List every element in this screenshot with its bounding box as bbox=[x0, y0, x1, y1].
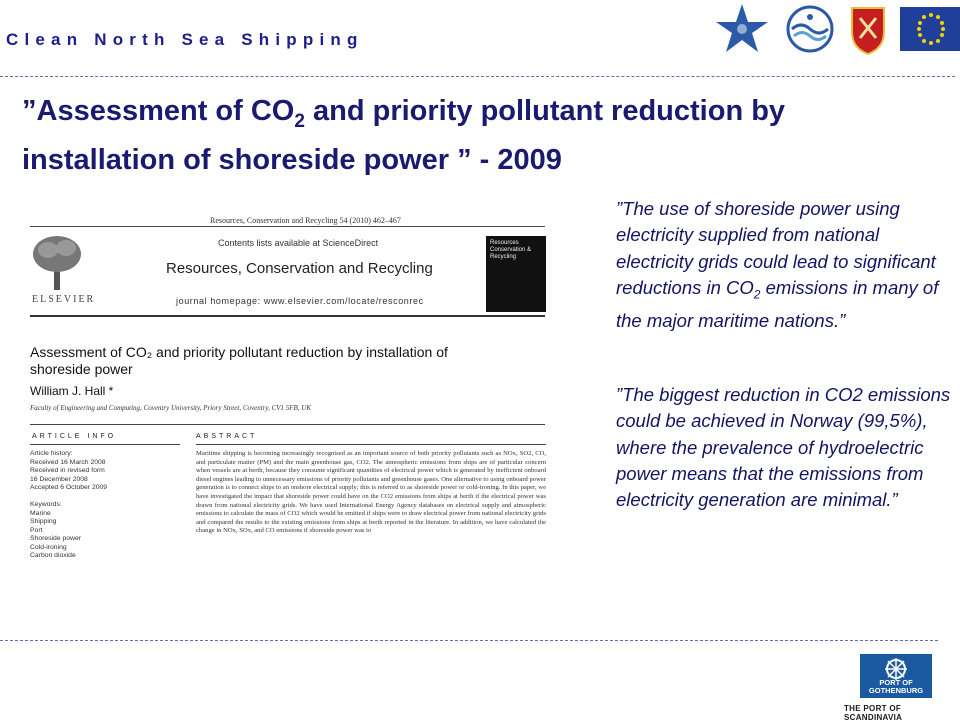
abstract-divider bbox=[196, 444, 546, 445]
coat-of-arms-logo bbox=[848, 2, 888, 56]
quote-norway: ”The biggest reduction in CO2 emissions could be achieved in Norway (99,5%), where the prevalence of hydroelectric power means that the emissions from electricity generation are minimal.” bbox=[616, 384, 951, 511]
header-divider bbox=[0, 76, 955, 77]
port-logo-text: PORT OF GOTHENBURG bbox=[868, 678, 924, 695]
publisher-name: ELSEVIER bbox=[32, 294, 96, 305]
eu-flag-logo bbox=[900, 7, 960, 51]
paper-divider bbox=[30, 424, 545, 425]
elsevier-tree-icon bbox=[30, 232, 86, 292]
title-subscript: 2 bbox=[294, 110, 305, 132]
partner-logos bbox=[712, 2, 960, 56]
title-part2: and priority pollutant reduction by installation of shoreside power bbox=[22, 95, 786, 176]
quote-shoreside-power: ”The use of shoreside power using electricity supplied from national electricity grids could lead to significant reductions in $CO_2$ emissions in many of the major maritime nations.” bbox=[616, 198, 939, 331]
contents-line: Contents lists available at ScienceDirect bbox=[218, 238, 379, 248]
footer-divider bbox=[0, 640, 938, 641]
paper-excerpt-image bbox=[28, 188, 558, 588]
title-part1: Assessment of CO bbox=[36, 95, 295, 127]
port-of-gothenburg-logo bbox=[860, 654, 932, 698]
journal-homepage: journal homepage: www.elsevier.com/locate/resconrec bbox=[176, 296, 424, 306]
paper-reference-line: Resources, Conservation and Recycling 54 (2010) 462–467 bbox=[210, 216, 401, 225]
paper-author: William J. Hall * bbox=[30, 384, 114, 398]
wave-logo bbox=[784, 2, 836, 56]
slide-title: ”Assessment of $CO_2$ and priority pollutant reduction by installation of shoreside power ” - 2009 bbox=[22, 95, 786, 176]
article-info-divider bbox=[30, 444, 180, 445]
abstract-text: Maritime shipping is becoming increasingly recognised as an important source of both priority pollutants such as NOx, SO2, CO, and particulate matter (PM) and the main greenhouse gas, CO2. The atmospheric emissions from ships are of particular concern when vessels are at berth, because they consume significant quantities of electrical power which is generated by inefficient onboard diesel engines leading to unnecessary emissions of priority pollutants and greenhouse gases. One alternative to using onboard power generation is to connect ships to an onshore electrical supply; this is referred to as shoreside power or cold-ironing. In this paper, we have investigated the impact that shoreside power could have on the CO2 emissions from ships at berth if the electrical power was drawn from national electricity grids. We have used International Energy Agency databases on electrical supply and atmospheric emissions to calculate the mass of CO2 which would be emitted if ships were to draw electrical power from national electricity grids and compared the results to the existing emissions from ships at berth reported in the literature. In addition, we have calculated the change in NOx, SOx, and CO emissions if shoreside power was to bbox=[196, 450, 546, 535]
header-project-name: Clean North Sea Shipping bbox=[6, 30, 364, 49]
journal-cover: Resources Conservation & Recycling bbox=[486, 236, 546, 312]
abstract-heading: ABSTRACT bbox=[196, 433, 258, 440]
journal-name: Resources, Conservation and Recycling bbox=[166, 260, 433, 277]
title-year: - 2009 bbox=[471, 143, 562, 176]
footer-tagline: THE PORT OF SCANDINAVIA bbox=[844, 704, 903, 722]
paper-article-title: Assessment of CO₂ and priority pollutant reduction by installation of shoreside power bbox=[30, 344, 448, 377]
article-info-text: Article history: Received 16 March 2008 Received in revised form 16 December 2008 Accepted 6 October 2009 Keywords: Marine Shipping Port Shoreside power Cold-ironing Carbon dioxide bbox=[30, 450, 108, 559]
article-info-heading: ARTICLE INFO bbox=[32, 433, 117, 440]
starfish-logo bbox=[712, 2, 772, 56]
paper-affiliation: Faculty of Engineering and Computing, Coventry University, Priory Street, Coventry, CV1 5FB, UK bbox=[30, 404, 312, 412]
